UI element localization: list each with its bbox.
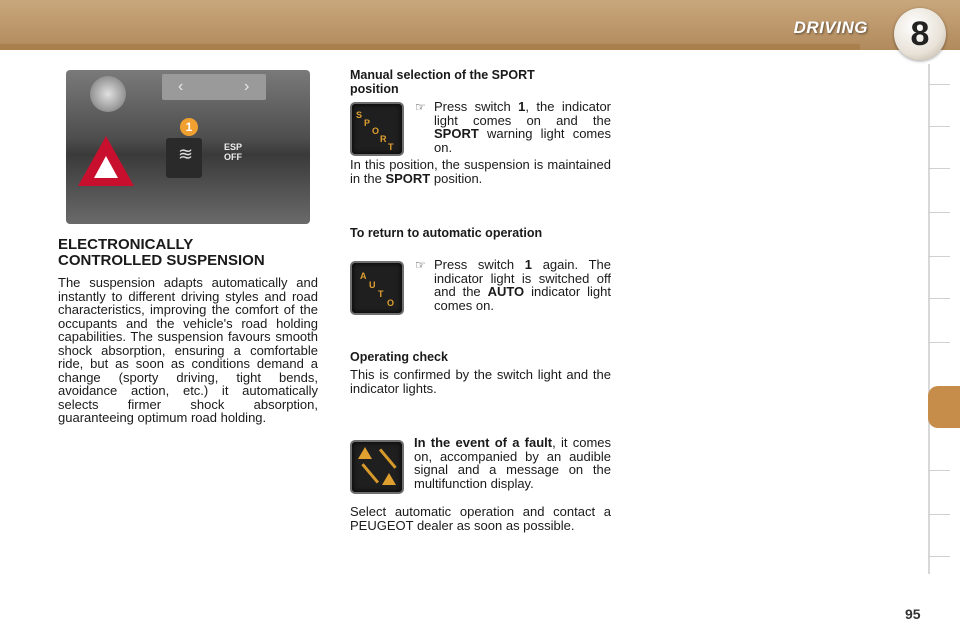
bullet-icon: ☞ [415,258,426,272]
fault-text [414,436,611,490]
esp-label-line1: ESP [224,142,243,152]
return-step-auto: AUTO [487,284,525,299]
dashboard-photo [66,70,310,224]
return-auto-title: To return to automatic operation [350,226,543,240]
esp-off-label [224,142,242,162]
manual-after-c: position. [433,170,483,186]
page-number: 95 [905,606,921,622]
manual-selection-title [350,68,610,96]
suspension-spring-icon: ≋ [178,144,194,164]
return-step-text [434,258,611,312]
return-step-a: Press switch [434,257,515,272]
rail-tick [928,556,950,557]
intro-paragraph: The suspension adapts automatically and instantly to different driving styles and road characteristics, improving the comfort of the occupants and the vehicle's road holding capabilities. The suspension favours smooth shock absorption, ensuring a comfortable ride, but as soon as conditions demand a change (sporty driving, tight bends, avoidance action, etc.) it automatically selects firmer shock absorption, guaranteeing optimum road holding. [58,275,318,425]
manual-title-line2: position [350,82,399,96]
manual-step-c: , the indicator light comes on and the [434,99,611,128]
active-chapter-tab[interactable] [928,386,960,428]
manual-step-switch-number: 1 [518,99,526,114]
return-step-c: again. The indicator light is switched off and the [434,257,611,299]
manual-step-text [434,100,611,154]
rail-tick [928,342,950,343]
manual-step-e: warning light comes on. [434,126,611,155]
auto-indicator-icon: A U T O [350,261,404,315]
heading-line2: CONTROLLED SUSPENSION [58,252,265,269]
fault-description: , it comes on, accompanied by an audible signal and a message on the multifunction display. [414,435,612,491]
rail-tick [928,168,950,169]
chapter-badge: 8 [894,8,946,60]
esp-label-line2: OFF [224,152,242,162]
page-heading [58,237,265,269]
manual-after-text [350,158,611,185]
manual-title-line1: Manual selection of the SPORT [350,68,535,82]
rail-tick [928,470,950,471]
rail-tick [928,256,950,257]
heading-line1: ELECTRONICALLY [58,236,194,253]
chevron-left-icon: ‹ [178,78,184,95]
chapter-tab-rail [928,64,958,574]
manual-after-a: In this position, the suspension is maintained in the [350,157,611,186]
callout-number: 1 [180,118,198,136]
manual-after-sport: SPORT [385,170,431,186]
fan-icon [90,76,126,112]
fault-indicator-icon [350,440,404,494]
section-title: DRIVING [793,18,868,37]
operating-check-text: This is confirmed by the switch light and the indicator lights. [350,367,611,396]
manual-step-a: Press switch [434,99,511,114]
header-divider [0,50,960,56]
fault-action-text: Select automatic operation and contact a PEUGEOT dealer as soon as possible. [350,504,611,533]
bullet-icon: ☞ [415,100,426,114]
operating-check-title: Operating check [350,350,448,364]
rail-tick [928,212,950,213]
manual-step-sport: SPORT [434,126,479,141]
chevron-right-icon: › [244,78,250,95]
rail-tick [928,84,950,85]
rail-tick [928,514,950,515]
rail-tick [928,126,950,127]
fault-lead: In the event of a fault [414,435,553,450]
return-step-e: indicator light comes on. [434,284,611,313]
return-step-switch-number: 1 [524,257,532,272]
sport-indicator-icon: S P O R T [350,102,404,156]
rail-tick [928,298,950,299]
